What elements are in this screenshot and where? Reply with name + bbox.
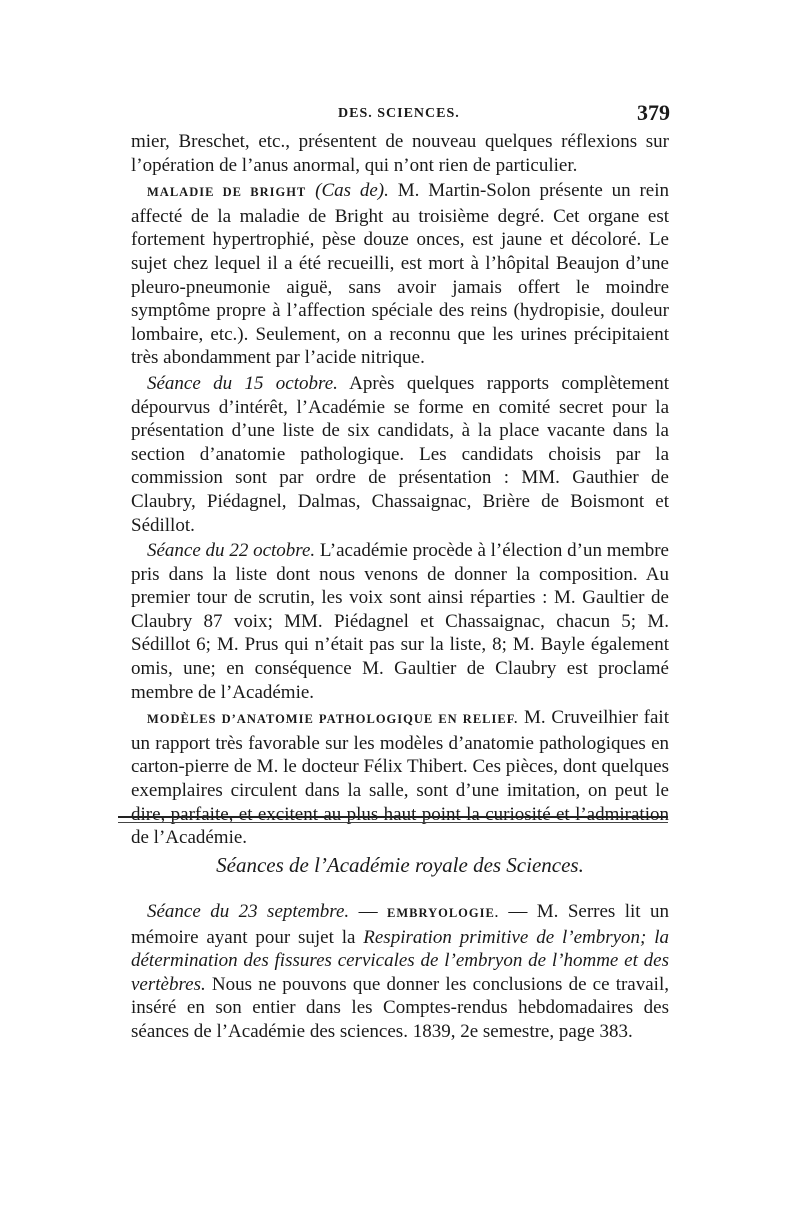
academie-medecine-report — [131, 130, 669, 850]
running-head — [130, 100, 670, 128]
paragraph-text: M. Martin-Solon présente un rein affecté de la maladie de Bright au troisième degré. Cet organe est fortement hypertrophié, pèse douze onces, est jaune et décoloré. Le sujet chez lequel il a été recueilli, est mort à l’hôpital Beaujon d’une pleuro-pneumonie aiguë, sans avoir jamais offert le moindre symptôme propre à l’affection spéciale des reins (hydropisie, douleur lombaire, etc.). Seulement, on a reconnu que les urines précipitaient très abondamment par l’acide nitrique. — [131, 180, 670, 369]
paragraph-modeles-anatomie — [131, 706, 669, 850]
paragraph-text: L’académie procède à l’élection d’un membre pris dans la liste dont nous venons de donner la composition. Au premier tour de scrutin, les voix sont ainsi réparties : M. Gaultier de Claubry 87 voix; MM. Piédagnel et Chassaignac, chacun 5; M. Sédillot 6; M. Prus qui n’était pas sur la liste, 8; M. Bayle également omis, une; en conséquence M. Gaultier de Claubry est proclamé membre de l’Académie. — [131, 540, 669, 703]
section-title: Séances de l’Académie royale des Sciences. — [216, 853, 584, 877]
paragraph-seance-22-octobre — [131, 539, 669, 704]
rubric-case-note: (Cas de). — [315, 180, 389, 202]
paragraph-continuation: mier, Breschet, etc., présentent de nouveau quelques réflexions sur l’opération de l’anus anormal, qui n’ont rien de particulier. — [131, 131, 669, 176]
seance-date: Séance du 22 octobre. — [147, 540, 316, 562]
paragraph-text: Nous ne pouvons que donner les conclusions de ce travail, inséré en son entier dans les Comptes-rendus hebdomadaires des séances de l’Académie des sciences. 1839, 2e semestre, page 383. — [131, 973, 669, 1042]
seance-date: Séance du 15 octobre. — [147, 372, 338, 394]
seance-date: Séance du 23 septembre. — [147, 901, 350, 922]
rubric-maladie-de-bright: MALADIE DE BRIGHT — [147, 185, 307, 200]
section-divider-rule — [118, 816, 668, 823]
memoir-title: Respiration primitive de l’embryon; la détermination des fissures cervicales de l’embryon de l’homme et des vertèbres. — [131, 926, 669, 995]
dash: — — [349, 901, 388, 922]
paragraph-text: — M. Serres lit un mémoire ayant pour sujet la — [131, 901, 670, 948]
paragraph-embryologie — [131, 900, 669, 1044]
paragraph-text: Après quelques rapports complètement dépourvus d’intérêt, l’Académie se forme en comité secret pour la présentation d’une liste de six candidats, à la place vacante dans la section d’anatomie pathologique. Les candidats choisis par la commission sont par ordre de présentation : MM. Gauthier de Claubry, Piédagnel, Dalmas, Chassaignac, Brière de Boismont et Sédillot. — [131, 372, 669, 536]
paragraph-seance-15-octobre — [131, 372, 669, 537]
paragraph-text: M. Cruveilhier fait un rapport très favorable sur les modèles d’anatomie pathologiques en carton-pierre de M. le docteur Félix Thibert. Ces pièces, dont quelques exemplaires circulent dans la salle, sont d’une imitation, on peut le dire, parfaite, et excitent au plus haut point la curiosité et l’admiration de l’Académie. — [131, 707, 669, 849]
rubric-modeles-anatomie: MODÈLES D’ANATOMIE PATHOLOGIQUE EN RELIEF. — [147, 712, 519, 727]
running-title: DES. SCIENCES. — [338, 106, 460, 121]
paragraph-bright-disease — [131, 179, 669, 370]
page-number: 379 — [637, 100, 670, 125]
academie-sciences-report — [131, 900, 669, 1044]
rubric-embryologie: EMBRYOLOGIE. — [387, 906, 499, 920]
